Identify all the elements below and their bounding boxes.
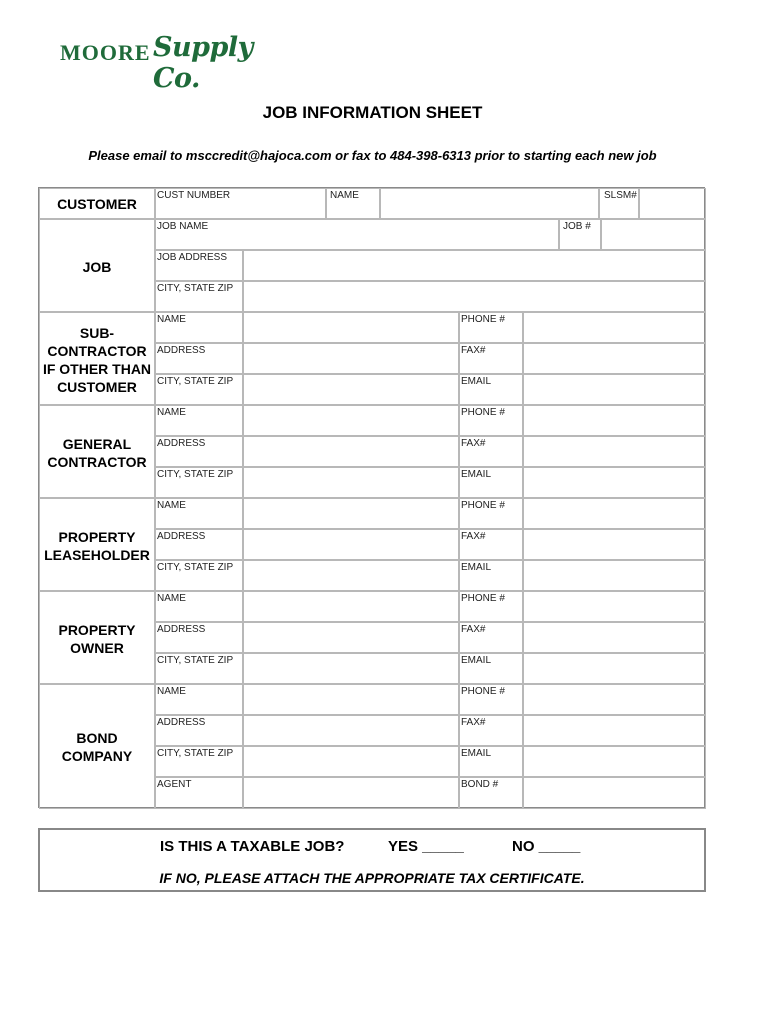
- sub-email-field[interactable]: [523, 374, 706, 405]
- bond-no-label: BOND #: [461, 779, 499, 790]
- bond-fax-label: FAX#: [461, 717, 486, 728]
- owner-fax-label: FAX#: [461, 624, 486, 635]
- job-city-label: CITY, STATE ZIP: [157, 283, 234, 294]
- gc-heading-line: CONTRACTOR: [47, 454, 147, 470]
- taxable-no[interactable]: NO _____: [512, 838, 581, 855]
- job-heading: JOB: [82, 259, 112, 275]
- owner-address-label: ADDRESS: [157, 624, 206, 635]
- tax-box: [38, 828, 706, 892]
- bond-city-field[interactable]: [243, 746, 459, 777]
- owner-city-label: CITY, STATE ZIP: [157, 655, 234, 666]
- tax-certificate-note: IF NO, PLEASE ATTACH THE APPROPRIATE TAX CERTIFICATE.: [159, 870, 585, 886]
- bond-name-label: NAME: [157, 686, 186, 697]
- lease-city-label: CITY, STATE ZIP: [157, 562, 234, 573]
- subcontractor-heading-line: CONTRACTOR: [47, 343, 147, 359]
- job-name-label: JOB NAME: [157, 221, 209, 232]
- customer-heading: CUSTOMER: [57, 196, 137, 212]
- leaseholder-heading: [39, 528, 155, 564]
- job-address-field[interactable]: [243, 250, 706, 281]
- sub-city-label: CITY, STATE ZIP: [157, 376, 234, 387]
- gc-name-field[interactable]: [243, 405, 459, 436]
- gc-name-label: NAME: [157, 407, 186, 418]
- lease-address-field[interactable]: [243, 529, 459, 560]
- lease-name-label: NAME: [157, 500, 186, 511]
- gc-email-field[interactable]: [523, 467, 706, 498]
- slsm-label: SLSM#: [604, 190, 637, 201]
- customer-name-field[interactable]: [380, 188, 599, 219]
- bond-no-field[interactable]: [523, 777, 706, 809]
- sub-email-label: EMAIL: [461, 376, 492, 387]
- logo-script: Supply Co.: [153, 32, 253, 94]
- owner-fax-field[interactable]: [523, 622, 706, 653]
- lease-fax-field[interactable]: [523, 529, 706, 560]
- logo-word: MOORE: [60, 40, 151, 65]
- bond-address-field[interactable]: [243, 715, 459, 746]
- lease-email-field[interactable]: [523, 560, 706, 591]
- sub-fax-field[interactable]: [523, 343, 706, 374]
- owner-address-field[interactable]: [243, 622, 459, 653]
- sub-name-field[interactable]: [243, 312, 459, 343]
- bond-agent-label: AGENT: [157, 779, 192, 790]
- bond-email-label: EMAIL: [461, 748, 492, 759]
- leaseholder-heading-line: PROPERTY: [58, 529, 136, 545]
- general-contractor-heading: [39, 435, 155, 471]
- slsm-field[interactable]: [639, 188, 706, 219]
- subcontractor-heading-line: CUSTOMER: [57, 379, 137, 395]
- sub-city-field[interactable]: [243, 374, 459, 405]
- gc-city-field[interactable]: [243, 467, 459, 498]
- gc-phone-field[interactable]: [523, 405, 706, 436]
- bond-phone-label: PHONE #: [461, 686, 505, 697]
- cust-number-label: CUST NUMBER: [157, 190, 231, 201]
- instructions: Please email to msccredit@hajoca.com or fax to 484-398-6313 prior to starting each new job: [88, 148, 657, 163]
- owner-email-label: EMAIL: [461, 655, 492, 666]
- job-no-field[interactable]: [601, 219, 706, 250]
- owner-email-field[interactable]: [523, 653, 706, 684]
- bond-heading: [39, 729, 155, 765]
- bond-email-field[interactable]: [523, 746, 706, 777]
- lease-phone-field[interactable]: [523, 498, 706, 529]
- job-name-field[interactable]: [155, 219, 559, 250]
- lease-fax-label: FAX#: [461, 531, 486, 542]
- sub-name-label: NAME: [157, 314, 186, 325]
- bond-phone-field[interactable]: [523, 684, 706, 715]
- bond-heading-line: BOND: [76, 730, 118, 746]
- bond-name-field[interactable]: [243, 684, 459, 715]
- gc-city-label: CITY, STATE ZIP: [157, 469, 234, 480]
- lease-city-field[interactable]: [243, 560, 459, 591]
- gc-heading-line: GENERAL: [62, 436, 132, 452]
- job-no-label: JOB #: [563, 221, 591, 232]
- sub-fax-label: FAX#: [461, 345, 486, 356]
- gc-address-label: ADDRESS: [157, 438, 206, 449]
- owner-heading-line: PROPERTY: [58, 622, 136, 638]
- subcontractor-heading-line: IF OTHER THAN: [42, 361, 152, 377]
- lease-name-field[interactable]: [243, 498, 459, 529]
- subcontractor-heading: [39, 324, 155, 396]
- owner-name-field[interactable]: [243, 591, 459, 622]
- bond-agent-field[interactable]: [243, 777, 459, 809]
- job-info-form: [38, 187, 705, 808]
- lease-phone-label: PHONE #: [461, 500, 505, 511]
- taxable-yes[interactable]: YES _____: [388, 838, 464, 855]
- lease-address-label: ADDRESS: [157, 531, 206, 542]
- owner-city-field[interactable]: [243, 653, 459, 684]
- taxable-question: IS THIS A TAXABLE JOB?: [160, 838, 345, 855]
- sub-address-label: ADDRESS: [157, 345, 206, 356]
- owner-heading: [39, 621, 155, 657]
- leaseholder-heading-line: LEASEHOLDER: [44, 547, 150, 563]
- lease-email-label: EMAIL: [461, 562, 492, 573]
- gc-fax-field[interactable]: [523, 436, 706, 467]
- gc-address-field[interactable]: [243, 436, 459, 467]
- bond-fax-field[interactable]: [523, 715, 706, 746]
- gc-email-label: EMAIL: [461, 469, 492, 480]
- moore-supply-logo: [58, 28, 288, 94]
- sub-address-field[interactable]: [243, 343, 459, 374]
- owner-phone-field[interactable]: [523, 591, 706, 622]
- subcontractor-heading-line: SUB-: [79, 325, 115, 341]
- gc-phone-label: PHONE #: [461, 407, 505, 418]
- sub-phone-label: PHONE #: [461, 314, 505, 325]
- page-title: JOB INFORMATION SHEET: [262, 103, 483, 122]
- owner-phone-label: PHONE #: [461, 593, 505, 604]
- job-city-field[interactable]: [243, 281, 706, 312]
- bond-address-label: ADDRESS: [157, 717, 206, 728]
- owner-heading-line: OWNER: [70, 640, 124, 656]
- gc-fax-label: FAX#: [461, 438, 486, 449]
- owner-name-label: NAME: [157, 593, 186, 604]
- sub-phone-field[interactable]: [523, 312, 706, 343]
- job-address-label: JOB ADDRESS: [157, 252, 228, 263]
- bond-heading-line: COMPANY: [61, 748, 133, 764]
- customer-name-label: NAME: [330, 190, 359, 201]
- bond-city-label: CITY, STATE ZIP: [157, 748, 234, 759]
